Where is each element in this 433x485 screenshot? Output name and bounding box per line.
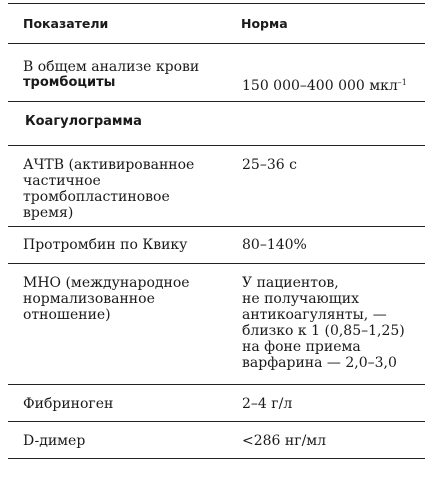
platelets-parameter-name: тромбоциты bbox=[23, 75, 116, 90]
header-norm: Норма bbox=[241, 16, 288, 31]
inr-norm-line: У пациентов, bbox=[242, 275, 339, 291]
inr-norm-line: близко к 1 (0,85–1,25) bbox=[242, 323, 405, 339]
inr-norm-line: на фоне приема bbox=[242, 339, 361, 355]
reference-table bbox=[8, 3, 425, 459]
table-row-prothrombin bbox=[8, 227, 425, 264]
aptt-norm: 25–36 с bbox=[242, 157, 297, 173]
aptt-parameter-line: тромбопластиновое bbox=[23, 189, 170, 205]
inr-parameter-line: нормализованное bbox=[23, 291, 155, 307]
table-row-aptt bbox=[8, 146, 425, 227]
d-dimer-norm: <286 нг/мл bbox=[242, 433, 327, 449]
aptt-parameter bbox=[8, 157, 233, 226]
table-row-platelets bbox=[8, 44, 425, 102]
inr-parameter-line: отношение) bbox=[23, 307, 111, 323]
aptt-parameter-line: частичное bbox=[23, 173, 101, 189]
d-dimer-parameter: D-димер bbox=[23, 433, 86, 449]
table-row-inr bbox=[8, 264, 425, 385]
header-parameters: Показатели bbox=[23, 16, 109, 31]
inr-norm-line: варфарина — 2,0–3,0 bbox=[242, 355, 397, 371]
fibrinogen-norm: 2–4 г/л bbox=[242, 396, 293, 412]
inr-norm bbox=[233, 275, 425, 384]
aptt-parameter-line: АЧТВ (активированное bbox=[23, 157, 195, 173]
platelets-norm-value: 150 000–400 000 мкл bbox=[242, 78, 398, 94]
platelets-norm bbox=[233, 59, 425, 101]
inr-parameter-line: МНО (международное bbox=[23, 275, 190, 291]
table-row-d-dimer bbox=[8, 422, 425, 459]
inr-norm-line: антикоагулянты, — bbox=[242, 307, 387, 323]
prothrombin-parameter: Протромбин по Квику bbox=[23, 237, 188, 253]
fibrinogen-parameter: Фибриноген bbox=[23, 396, 114, 412]
inr-parameter bbox=[8, 275, 233, 384]
section-title-coagulogram: Коагулограмма bbox=[25, 114, 142, 129]
aptt-parameter-line: время) bbox=[23, 205, 74, 221]
inr-norm-line: не получающих bbox=[242, 291, 359, 307]
table-header-row bbox=[8, 4, 425, 44]
platelets-parameter-line1: В общем анализе крови bbox=[23, 59, 200, 75]
platelets-parameter bbox=[8, 59, 233, 101]
platelets-norm-exponent: –1 bbox=[397, 78, 407, 87]
prothrombin-norm: 80–140% bbox=[242, 237, 307, 253]
table-row-fibrinogen bbox=[8, 385, 425, 422]
table-section-coagulogram bbox=[8, 102, 425, 146]
